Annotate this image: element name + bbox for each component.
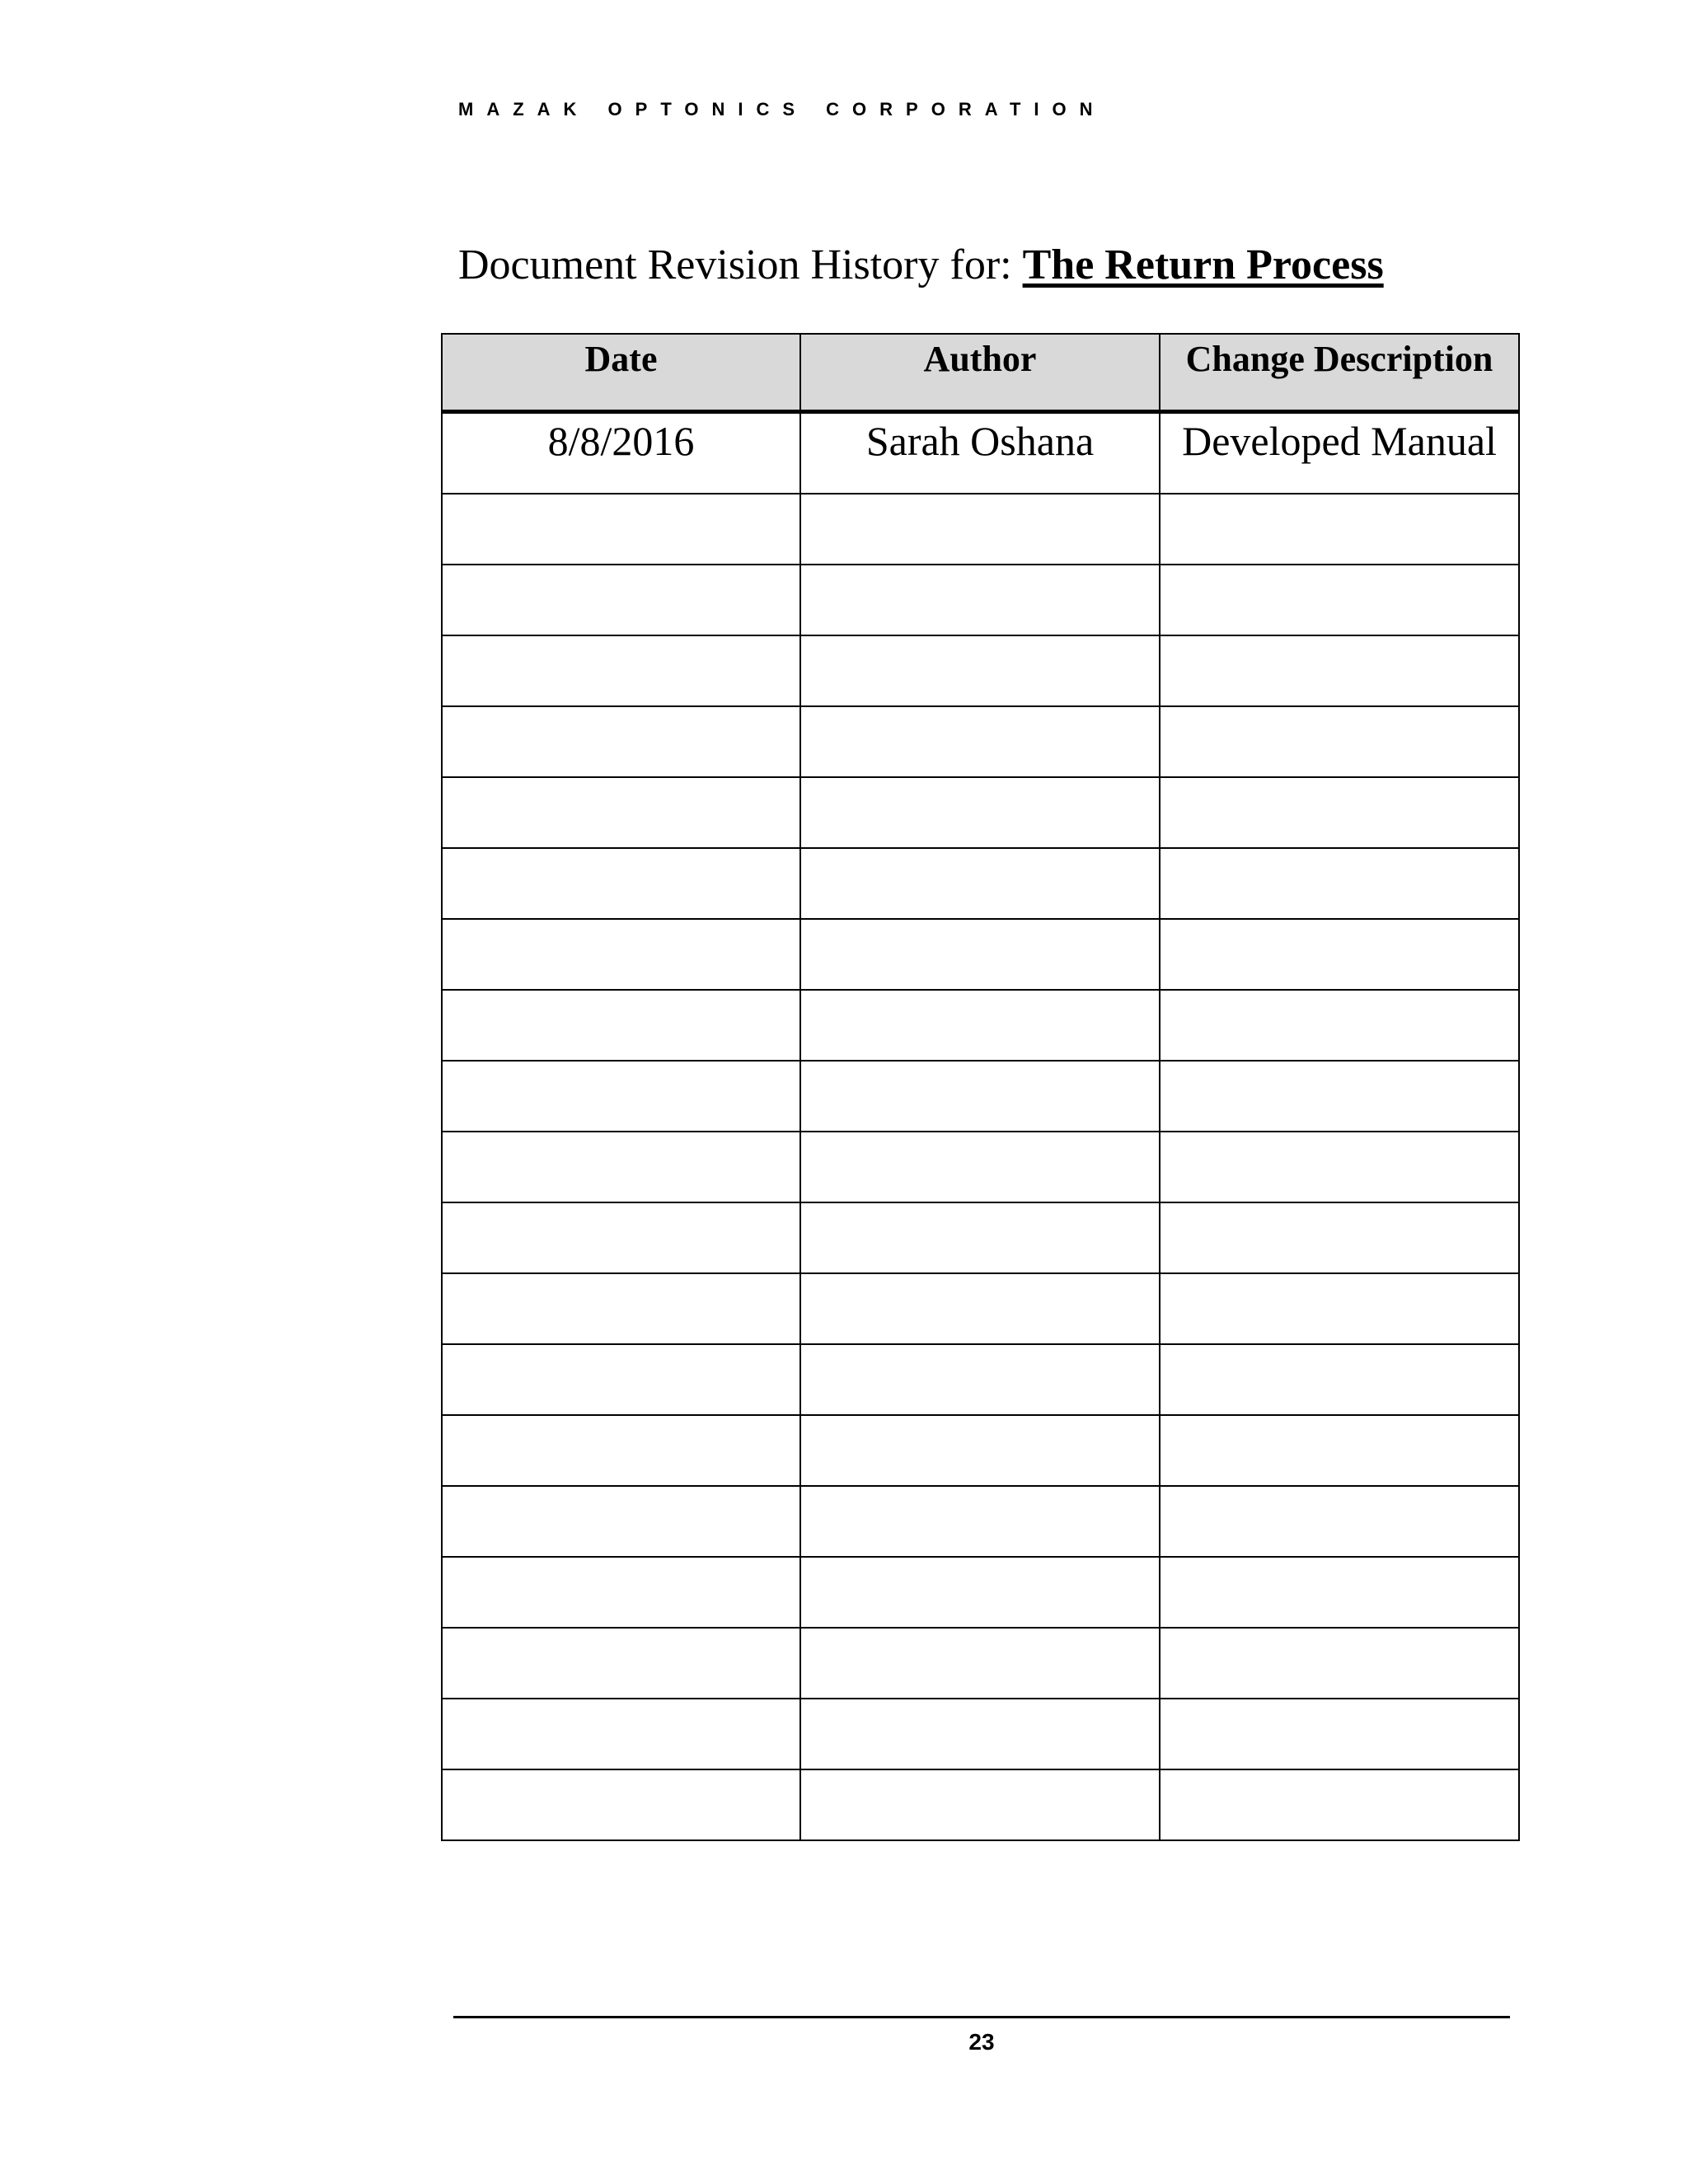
- change-description-cell: [1160, 1769, 1519, 1840]
- date-cell: [442, 848, 800, 919]
- page-number: 23: [968, 2029, 995, 2055]
- change-description-cell: [1160, 494, 1519, 565]
- author-cell: [800, 1628, 1160, 1699]
- date-cell: [442, 635, 800, 706]
- author-cell: [800, 848, 1160, 919]
- table-row: [442, 494, 1519, 565]
- change-description-cell: [1160, 1557, 1519, 1628]
- table-row: [442, 411, 1519, 494]
- table-row: [442, 1061, 1519, 1132]
- table-row: [442, 919, 1519, 990]
- author-cell: [800, 1557, 1160, 1628]
- table-row: [442, 635, 1519, 706]
- author-cell: [800, 565, 1160, 635]
- author-cell: [800, 1699, 1160, 1769]
- date-cell: [442, 1486, 800, 1557]
- change-description-cell: [1160, 1273, 1519, 1344]
- change-description-cell: [1160, 1202, 1519, 1273]
- author-cell: [800, 706, 1160, 777]
- column-header-change-description: Change Description: [1160, 334, 1519, 411]
- change-description-cell: [1160, 635, 1519, 706]
- table-row: [442, 706, 1519, 777]
- table-row: [442, 1202, 1519, 1273]
- author-cell: [800, 990, 1160, 1061]
- date-cell: 8/8/2016: [442, 411, 800, 494]
- table-row: [442, 990, 1519, 1061]
- author-cell: [800, 1486, 1160, 1557]
- change-description-cell: [1160, 919, 1519, 990]
- change-description-cell: [1160, 1132, 1519, 1202]
- author-cell: Sarah Oshana: [800, 411, 1160, 494]
- change-description-cell: [1160, 1344, 1519, 1415]
- author-cell: [800, 1202, 1160, 1273]
- change-description-cell: [1160, 1486, 1519, 1557]
- table-row: [442, 1344, 1519, 1415]
- change-description-cell: [1160, 1699, 1519, 1769]
- date-cell: [442, 494, 800, 565]
- table-row: [442, 1557, 1519, 1628]
- date-cell: [442, 990, 800, 1061]
- date-cell: [442, 1061, 800, 1132]
- document-title-name: The Return Process: [1022, 241, 1384, 288]
- author-cell: [800, 777, 1160, 848]
- author-cell: [800, 1132, 1160, 1202]
- table-header-row: [442, 334, 1519, 411]
- column-header-date: Date: [442, 334, 800, 411]
- date-cell: [442, 919, 800, 990]
- company-header: MAZAK OPTONICS CORPORATION: [458, 99, 1106, 120]
- column-header-author: Author: [800, 334, 1160, 411]
- footer-divider: [453, 2016, 1510, 2018]
- change-description-cell: [1160, 706, 1519, 777]
- change-description-cell: [1160, 777, 1519, 848]
- author-cell: [800, 1769, 1160, 1840]
- date-cell: [442, 1769, 800, 1840]
- table-row: [442, 1132, 1519, 1202]
- change-description-cell: [1160, 1061, 1519, 1132]
- table-row: [442, 1769, 1519, 1840]
- table-row: [442, 1699, 1519, 1769]
- document-title: [458, 241, 1384, 289]
- revision-history-table: [441, 333, 1520, 1841]
- date-cell: [442, 1344, 800, 1415]
- change-description-cell: [1160, 1628, 1519, 1699]
- change-description-cell: [1160, 565, 1519, 635]
- author-cell: [800, 494, 1160, 565]
- table-row: [442, 1486, 1519, 1557]
- date-cell: [442, 1202, 800, 1273]
- change-description-cell: [1160, 848, 1519, 919]
- change-description-cell: Developed Manual: [1160, 411, 1519, 494]
- date-cell: [442, 1699, 800, 1769]
- date-cell: [442, 1557, 800, 1628]
- author-cell: [800, 1344, 1160, 1415]
- date-cell: [442, 1628, 800, 1699]
- date-cell: [442, 706, 800, 777]
- author-cell: [800, 1273, 1160, 1344]
- change-description-cell: [1160, 990, 1519, 1061]
- author-cell: [800, 919, 1160, 990]
- table-row: [442, 1273, 1519, 1344]
- date-cell: [442, 565, 800, 635]
- change-description-cell: [1160, 1415, 1519, 1486]
- table-row: [442, 565, 1519, 635]
- table-row: [442, 1415, 1519, 1486]
- table-row: [442, 777, 1519, 848]
- author-cell: [800, 1415, 1160, 1486]
- table-row: [442, 848, 1519, 919]
- date-cell: [442, 1273, 800, 1344]
- date-cell: [442, 1132, 800, 1202]
- author-cell: [800, 1061, 1160, 1132]
- document-title-prefix: Document Revision History for:: [458, 241, 1023, 288]
- author-cell: [800, 635, 1160, 706]
- date-cell: [442, 1415, 800, 1486]
- table-row: [442, 1628, 1519, 1699]
- date-cell: [442, 777, 800, 848]
